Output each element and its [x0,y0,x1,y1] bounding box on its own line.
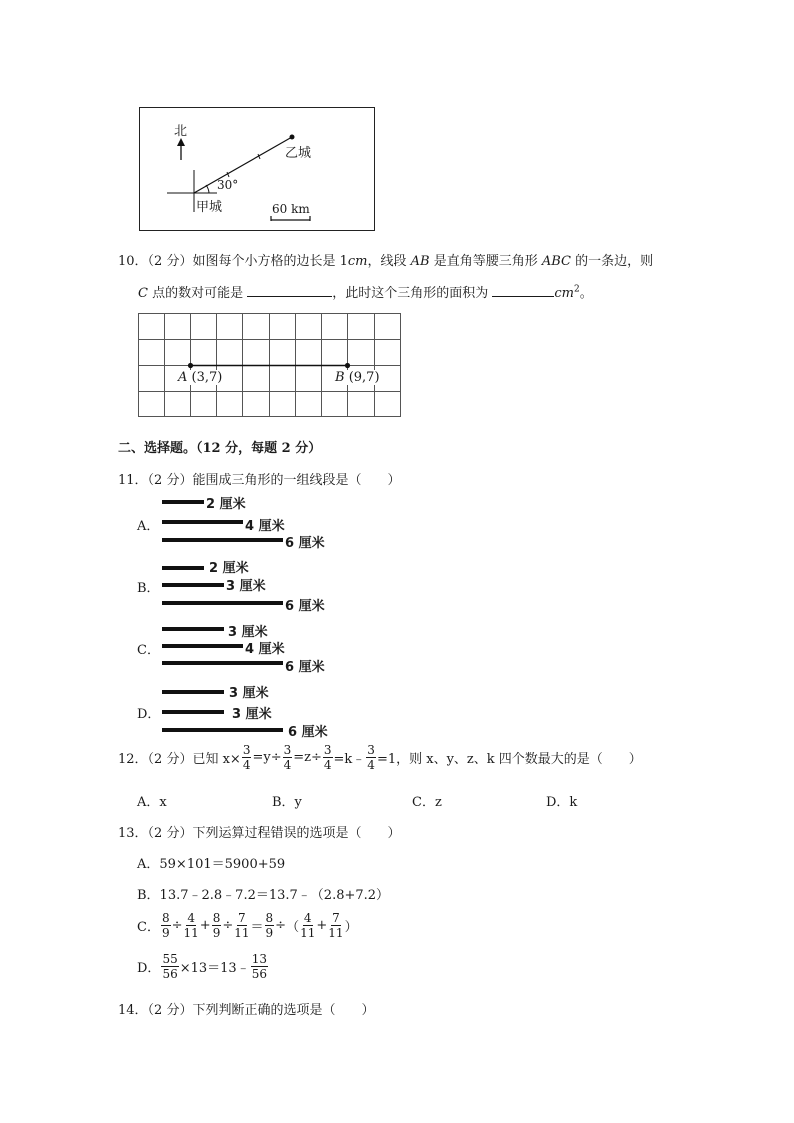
q13-c-plus-2: + [316,918,328,933]
q13-c-rparen: ） [344,920,358,935]
q12-option-b[interactable]: B．y [272,795,302,810]
q13-d-letter: D． [137,961,161,976]
q10-end: 。 [579,286,593,301]
q13-c-plus-1: + [199,918,211,933]
q11-b-bar-2 [162,583,224,587]
q13-stem: 13．（2 分）下列运算过程错误的选项是（ ） [118,826,401,841]
q13-c-letter: C． [137,920,160,935]
q12-option-a[interactable]: A．x [137,795,167,810]
q13-c-frac-5: $\frac{8}{9}$ [265,911,274,940]
grid-label-b: B (9,7) [335,370,380,385]
q12-option-d[interactable]: D．k [546,795,578,810]
q13-option-c[interactable] [137,912,358,939]
q11-a-bar-3 [162,538,283,542]
q12-option-c[interactable]: C．z [412,795,442,810]
q13-c-div-3: ÷ [275,918,287,933]
q13-c-frac-4: $\frac{7}{11}$ [234,911,250,940]
city-a-label: 甲城 [196,200,223,215]
q10-grid-svg [138,313,403,419]
q10-line1 [118,250,653,269]
q11-a-bar-2 [162,520,243,524]
q10-unit: cm [347,254,368,269]
q11-d-bar-3 [162,728,283,732]
q13-c-frac-3: $\frac{8}{9}$ [212,911,221,940]
q11-c-label-2: 4 厘米 [245,642,285,657]
q11-option-a-letter[interactable]: A． [137,519,160,534]
q11-b-label-1: 2 厘米 [209,561,249,576]
q12-eq-z: =z÷ [293,750,322,765]
q12-frac-3: $\frac{3}{4}$ [323,743,332,772]
q10-text-f: ，此时这个三角形的面积为 [332,286,493,301]
q10-grid [138,313,403,423]
q12-frac-2: $\frac{3}{4}$ [283,743,292,772]
q13-c-eq: ＝ [250,920,264,935]
q10-number: 10． [118,254,148,269]
q13-c-div-1: ÷ [171,918,183,933]
q10-triangle-abc: ABC [541,254,571,269]
q13-option-d[interactable] [137,953,269,980]
q11-c-label-3: 6 厘米 [285,660,325,675]
q13-c-frac-2: $\frac{4}{11}$ [183,911,199,940]
q11-d-label-2: 3 厘米 [232,707,272,722]
q11-b-label-3: 6 厘米 [285,599,325,614]
q13-c-frac-6: $\frac{4}{11}$ [300,911,316,940]
q12-eq-k: =k﹣ [333,752,366,767]
q12-eq-y: =y÷ [252,750,282,765]
q13-c-frac-7: $\frac{7}{11}$ [328,911,344,940]
q11-option-b-letter[interactable]: B． [137,581,160,596]
q11-option-c-letter[interactable]: C． [137,643,160,658]
q11-b-bar-3 [162,601,283,605]
q10-text-c: 是直角等腰三角形 [429,254,542,269]
q11-a-label-2: 4 厘米 [245,519,285,534]
map-figure [139,107,375,231]
q10-text-d: 的一条边，则 [570,254,654,269]
q13-d-frac-1: $\frac{55}{56}$ [162,952,178,981]
q11-c-bar-1 [162,627,224,631]
q10-score: （2 分） [147,254,193,269]
q10-point-c: C [138,286,148,301]
q13-c-frac-1: $\frac{8}{9}$ [161,911,170,940]
q11-d-label-1: 3 厘米 [229,686,269,701]
q11-c-bar-3 [162,661,283,665]
q11-option-d-letter[interactable]: D． [137,707,161,722]
q14-stem: 14．（2 分）下列判断正确的选项是（ ） [118,1003,375,1018]
q12-frac-1: $\frac{3}{4}$ [242,743,251,772]
q11-b-label-2: 3 厘米 [226,579,266,594]
q13-d-frac-2: $\frac{13}{56}$ [251,952,267,981]
north-label: 北 [174,124,188,139]
q13-c-lparen: （ [286,920,300,935]
q11-a-label-1: 2 厘米 [206,497,246,512]
q10-segment-ab: AB [410,254,430,269]
q11-b-bar-1 [162,566,204,570]
q10-unit-2: cm [554,286,574,301]
grid-label-a: A (3,7) [178,370,223,385]
q10-text-b: ，线段 [367,254,411,269]
q11-d-bar-1 [162,690,224,694]
q12-stem [118,744,642,771]
q10-text-a: 如图每个小方格的边长是 1 [192,254,348,269]
q10-answer-blank-1[interactable] [247,282,332,297]
q13-option-a[interactable]: A．59×101＝5900+59 [137,857,286,872]
q11-stem: 11．（2 分）能围成三角形的一组线段是（ ） [118,473,401,488]
q10-text-e: 点的数对可能是 [147,286,248,301]
q11-c-bar-2 [162,644,243,648]
q12-prefix: 12．（2 分）已知 x× [118,752,241,767]
q13-c-div-2: ÷ [222,918,234,933]
q13-d-times: ×13＝13﹣ [179,961,250,976]
q13-option-b[interactable]: B．13.7﹣2.8﹣7.2＝13.7﹣（2.8+7.2） [137,888,390,903]
q11-a-bar-1 [162,500,204,504]
city-b-label: 乙城 [285,146,312,161]
q10-sup: 2 [573,284,580,295]
angle-label: 30° [217,178,239,192]
q11-d-bar-2 [162,710,224,714]
q12-frac-4: $\frac{3}{4}$ [367,743,375,772]
q10-answer-blank-2[interactable] [492,282,554,297]
q10-line2 [138,282,593,301]
q11-d-label-3: 6 厘米 [288,725,328,740]
scale-label: 60 km [272,202,310,216]
q11-c-label-1: 3 厘米 [228,625,268,640]
q12-eq-1: =1，则 x、y、z、k 四个数最大的是（ ） [376,752,642,767]
q11-a-label-3: 6 厘米 [285,536,325,551]
section-title: 二、选择题。（12 分，每题 2 分） [118,441,322,456]
